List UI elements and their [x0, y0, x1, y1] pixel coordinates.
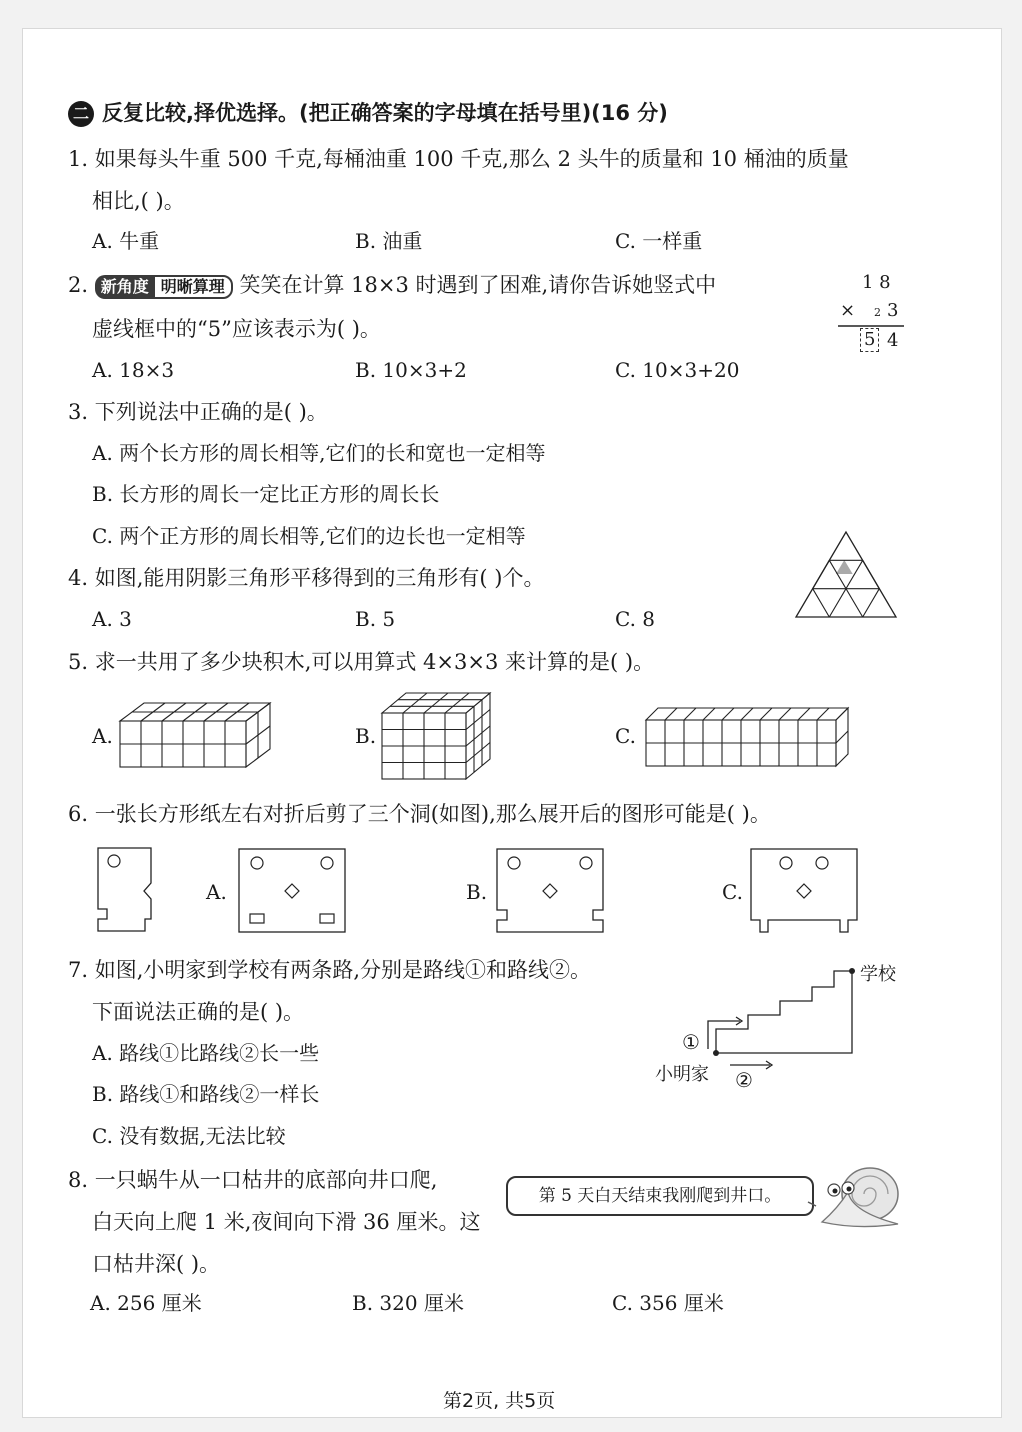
q5-text: 5. 求一共用了多少块积木,可以用算式 4×3×3 来计算的是( )。: [68, 650, 655, 674]
q1-option-b[interactable]: B. 油重: [355, 229, 423, 253]
shaded-triangle: [836, 560, 853, 574]
q5-option-c[interactable]: C.: [615, 724, 636, 748]
school-label: 学校: [860, 964, 896, 985]
q7-option-c[interactable]: C. 没有数据,无法比较: [92, 1124, 286, 1148]
snail-speech-bubble: 第 5 天白天结束我刚爬到井口。: [506, 1176, 814, 1216]
q8-text-line3: 口枯井深( )。: [92, 1252, 221, 1276]
route-1-label: ①: [682, 1030, 700, 1054]
q1-option-c[interactable]: C. 一样重: [615, 229, 703, 253]
q6-option-a[interactable]: A.: [206, 880, 227, 904]
unfolded-figure-b: [496, 848, 608, 934]
q5-option-b[interactable]: B.: [355, 724, 377, 748]
q2-option-c[interactable]: C. 10×3+20: [615, 358, 740, 382]
q8-text-line1: 8. 一只蜗牛从一口枯井的底部向井口爬,: [68, 1168, 438, 1192]
route-2-path: [716, 971, 852, 1053]
q8-option-c[interactable]: C. 356 厘米: [612, 1291, 724, 1315]
q4-option-a[interactable]: A. 3: [92, 607, 132, 631]
route-1-staircase: [716, 971, 852, 1053]
q2-option-a[interactable]: A. 18×3: [92, 358, 175, 382]
q3-option-b[interactable]: B. 长方形的周长一定比正方形的周长长: [92, 482, 440, 506]
route-2-label: ②: [735, 1068, 753, 1092]
route-diagram: [700, 965, 860, 1080]
q8-option-a[interactable]: A. 256 厘米: [90, 1291, 202, 1315]
q4-option-b[interactable]: B. 5: [355, 607, 396, 631]
q3-text: 3. 下列说法中正确的是( )。: [68, 400, 328, 424]
blocks-figure-c: [646, 708, 852, 770]
section-header: [68, 98, 668, 128]
vertical-calc-row2: 3: [887, 300, 899, 321]
q8-text-line2: 白天向上爬 1 米,夜间向下滑 36 厘米。这: [92, 1210, 481, 1234]
blocks-figure-a: [120, 703, 280, 773]
snail-illustration: [808, 1162, 902, 1232]
page-footer: 第2页, 共5页: [443, 1390, 556, 1412]
q4-text: 4. 如图,能用阴影三角形平移得到的三角形有( )个。: [68, 566, 545, 590]
vertical-calc-row1: 1 8: [862, 272, 891, 293]
unfolded-figure-a: [238, 848, 348, 934]
q7-option-a[interactable]: A. 路线①比路线②长一些: [92, 1041, 320, 1065]
q2-number: 2.: [68, 273, 89, 297]
vertical-calc-boxed-digit: 5: [860, 328, 879, 352]
q1-option-a[interactable]: A. 牛重: [92, 229, 160, 253]
q7-text-line1: 7. 如图,小明家到学校有两条路,分别是路线①和路线②。: [68, 958, 592, 982]
q5-option-a[interactable]: A.: [92, 724, 113, 748]
blocks-figure-b: [382, 693, 494, 783]
q2-text-line1: [68, 270, 716, 300]
q6-option-b[interactable]: B.: [466, 880, 488, 904]
q2-option-b[interactable]: B. 10×3+2: [355, 358, 467, 382]
unfolded-figure-c: [750, 848, 862, 934]
q2-line1-text: 笑笑在计算 18×3 时遇到了困难,请你告诉她竖式中: [239, 273, 717, 297]
school-point: [849, 968, 855, 974]
q1-text-line2: 相比,( )。: [92, 189, 185, 213]
section-number-badge: 二: [68, 101, 94, 127]
triangle-grid-figure: [796, 532, 896, 618]
q2-tag-new-angle: 新角度: [95, 275, 155, 299]
q8-option-b[interactable]: B. 320 厘米: [352, 1291, 464, 1315]
vertical-calc-last-digit: 4: [887, 330, 899, 351]
home-point: [713, 1050, 719, 1056]
vertical-calc-times: ×: [840, 300, 856, 321]
q7-option-b[interactable]: B. 路线①和路线②一样长: [92, 1082, 320, 1106]
q4-option-c[interactable]: C. 8: [615, 607, 656, 631]
q3-option-a[interactable]: A. 两个长方形的周长相等,它们的长和宽也一定相等: [92, 441, 546, 465]
q6-option-c[interactable]: C.: [722, 880, 743, 904]
q2-tag-reasoning: 明晰算理: [153, 275, 233, 299]
q3-option-c[interactable]: C. 两个正方形的周长相等,它们的边长也一定相等: [92, 524, 526, 548]
folded-paper-figure: [97, 847, 155, 933]
section-title: 反复比较,择优选择。(把正确答案的字母填在括号里)(16 分): [102, 101, 668, 125]
q6-text: 6. 一张长方形纸左右对折后剪了三个洞(如图),那么展开后的图形可能是( )。: [68, 802, 771, 826]
q7-text-line2: 下面说法正确的是( )。: [92, 1000, 305, 1024]
vertical-calc-carry: 2: [874, 306, 881, 319]
q2-text-line2: 虚线框中的“5”应该表示为( )。: [92, 317, 381, 341]
q1-text-line1: 1. 如果每头牛重 500 千克,每桶油重 100 千克,那么 2 头牛的质量和 10 桶油的质量: [68, 147, 849, 171]
home-label: 小明家: [655, 1064, 709, 1085]
